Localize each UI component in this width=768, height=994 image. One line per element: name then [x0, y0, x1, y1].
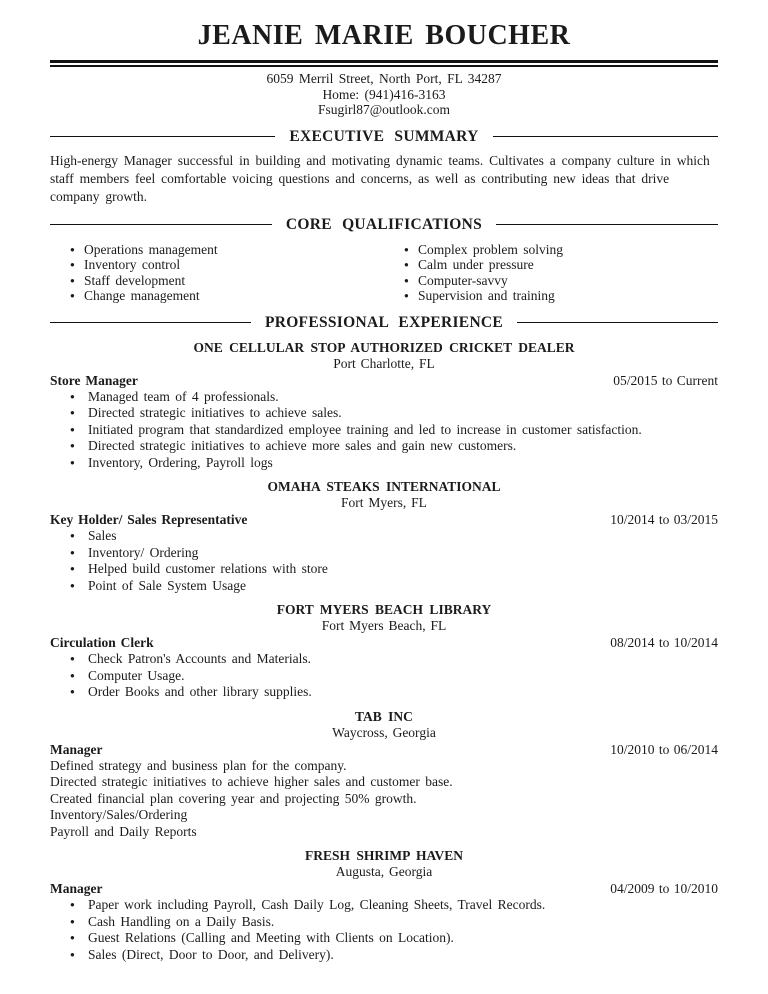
bullet-dot-icon: ●	[70, 933, 75, 942]
bullet-item	[70, 897, 718, 914]
bullet-item	[70, 422, 718, 439]
job-location: Waycross, Georgia	[332, 724, 436, 740]
bullet-item	[404, 257, 718, 273]
job-entry	[50, 340, 718, 472]
job-description-line: Defined strategy and business plan for the company.	[50, 757, 347, 773]
bullet-dot-icon: ●	[404, 275, 409, 285]
bullet-text: Directed strategic initiatives to achieve more sales and gain new customers.	[88, 438, 517, 453]
job-description-line: Created financial plan covering year and projecting 50% growth.	[50, 790, 417, 806]
bullet-dot-icon: ●	[70, 547, 75, 557]
job-dates: 04/2009 to 10/2010	[610, 881, 718, 896]
bullet-text: Operations management	[84, 241, 218, 257]
core-qualifications-left-column	[50, 242, 384, 304]
heading-rule-right	[517, 322, 718, 323]
contact-block	[50, 71, 718, 118]
job-bullets	[50, 897, 718, 963]
job-entry	[50, 479, 718, 594]
job-description-line: Inventory/Sales/Ordering	[50, 807, 188, 822]
job-title: Circulation Clerk	[50, 635, 154, 650]
bullet-text: Supervision and training	[418, 288, 555, 303]
bullet-dot-icon: ●	[70, 457, 75, 467]
bullet-item	[70, 651, 718, 668]
bullet-item	[70, 389, 718, 406]
job-company: FRESH SHRIMP HAVEN	[304, 848, 464, 863]
bullet-dot-icon: ●	[70, 441, 75, 450]
job-location: Augusta, Georgia	[335, 864, 433, 879]
bullet-text: Inventory/ Ordering	[88, 544, 199, 560]
bullet-dot-icon: ●	[70, 654, 75, 663]
bullet-text: Managed team of 4 professionals.	[88, 388, 279, 404]
job-bullets	[50, 651, 718, 701]
job-dates: 10/2010 to 06/2014	[610, 741, 718, 757]
bullet-text: Sales	[88, 528, 117, 543]
bullet-text: Helped build customer relations with store	[88, 561, 328, 576]
contact-phone: Home: (941)416-3163	[322, 86, 446, 102]
bullet-dot-icon: ●	[404, 260, 409, 269]
bullet-text: Directed strategic initiatives to achieve sales.	[88, 405, 342, 420]
bullet-dot-icon: ●	[70, 687, 75, 696]
section-title-professional-experience: PROFESSIONAL EXPERIENCE	[264, 313, 504, 331]
section-heading-core-qualifications	[50, 216, 718, 234]
bullet-item	[70, 947, 718, 964]
bullet-text: Calm under pressure	[418, 257, 534, 272]
bullet-item	[70, 242, 384, 258]
bullet-item	[70, 578, 718, 595]
core-qualifications-right-column	[384, 242, 718, 304]
bullet-item	[70, 668, 718, 685]
heading-rule-left	[50, 136, 275, 137]
bullet-dot-icon: ●	[70, 670, 75, 680]
bullet-item	[70, 273, 384, 289]
job-title: Manager	[50, 881, 103, 896]
heading-rule-left	[50, 322, 251, 323]
bullet-item	[70, 561, 718, 578]
bullet-item	[70, 930, 718, 947]
bullet-dot-icon: ●	[70, 531, 75, 540]
contact-email: Fsugirl87@outlook.com	[317, 102, 451, 117]
bullet-text: Order Books and other library supplies.	[88, 684, 312, 699]
bullet-text: Point of Sale System Usage	[88, 577, 246, 593]
bullet-dot-icon: ●	[70, 275, 75, 285]
bullet-text: Change management	[84, 288, 200, 303]
heading-rule-left	[50, 224, 272, 225]
job-entry	[50, 709, 718, 841]
contact-address: 6059 Merril Street, North Port, FL 34287	[266, 71, 502, 86]
bullet-item	[70, 438, 718, 455]
section-heading-executive-summary	[50, 128, 718, 146]
bullet-dot-icon: ●	[404, 244, 409, 254]
bullet-item	[70, 545, 718, 562]
bullet-item	[70, 288, 384, 304]
bullet-text: Computer-savvy	[418, 272, 508, 288]
bullet-text: Check Patron's Accounts and Materials.	[88, 651, 312, 666]
jobs-container	[50, 340, 718, 964]
heading-rule-right	[493, 136, 718, 137]
bullet-dot-icon: ●	[70, 408, 75, 417]
job-title-row	[50, 634, 718, 651]
bullet-item	[70, 684, 718, 701]
bullet-dot-icon: ●	[70, 580, 75, 590]
bullet-text: Computer Usage.	[88, 667, 185, 683]
job-dates: 10/2014 to 03/2015	[610, 512, 718, 527]
job-bullets	[50, 389, 718, 472]
bullet-text: Guest Relations (Calling and Meeting with Clients on Location).	[88, 930, 454, 945]
bullet-dot-icon: ●	[70, 260, 75, 269]
section-title-core-qualifications: CORE QUALIFICATIONS	[285, 215, 483, 233]
bullet-item	[70, 914, 718, 931]
bullet-dot-icon: ●	[70, 291, 75, 300]
job-lines	[50, 758, 718, 841]
core-qualifications-columns	[50, 242, 718, 304]
bullet-item	[404, 273, 718, 289]
job-title: Key Holder/ Sales Representative	[50, 512, 248, 527]
bullet-dot-icon: ●	[70, 391, 75, 401]
bullet-text: Initiated program that standardized employee training and led to increase in customer satisfaction.	[88, 421, 642, 437]
bullet-item	[70, 405, 718, 422]
job-company: ONE CELLULAR STOP AUTHORIZED CRICKET DEALER	[193, 339, 575, 355]
heading-rule-right	[496, 224, 718, 225]
job-entry	[50, 848, 718, 963]
bullet-dot-icon: ●	[70, 244, 75, 254]
resume-name: JEANIE MARIE BOUCHER	[197, 20, 571, 51]
bullet-dot-icon: ●	[70, 949, 75, 959]
bullet-dot-icon: ●	[70, 900, 75, 909]
executive-summary-text: High-energy Manager successful in building and motivating dynamic teams. Cultivates a company culture in which staff members feel comfortable voicing questions and concerns, as well as contributing new ideas that drive company growth.	[50, 152, 710, 204]
bullet-text: Staff development	[84, 272, 186, 288]
job-title-row	[50, 511, 718, 528]
job-bullets	[50, 528, 718, 594]
job-company: OMAHA STEAKS INTERNATIONAL	[267, 479, 501, 494]
bullet-item	[70, 455, 718, 472]
bullet-text: Inventory control	[84, 257, 181, 272]
bullet-text: Sales (Direct, Door to Door, and Delivery).	[88, 946, 334, 962]
bullet-item	[70, 528, 718, 545]
bullet-text: Complex problem solving	[418, 241, 563, 257]
job-dates: 08/2014 to 10/2014	[610, 635, 718, 650]
bullet-dot-icon: ●	[404, 291, 409, 300]
bullet-text: Inventory, Ordering, Payroll logs	[88, 454, 273, 470]
bullet-dot-icon: ●	[70, 916, 75, 926]
job-company: FORT MYERS BEACH LIBRARY	[276, 602, 492, 617]
bullet-dot-icon: ●	[70, 564, 75, 573]
job-location: Fort Myers Beach, FL	[321, 618, 447, 633]
job-dates: 05/2015 to Current	[613, 372, 718, 388]
bullet-dot-icon: ●	[70, 424, 75, 434]
header-double-rule	[50, 60, 718, 67]
job-location: Port Charlotte, FL	[333, 355, 435, 371]
job-title-row	[50, 741, 718, 758]
job-description-line: Payroll and Daily Reports	[50, 823, 197, 839]
job-title: Store Manager	[50, 372, 138, 388]
bullet-text: Cash Handling on a Daily Basis.	[88, 913, 275, 929]
job-entry	[50, 602, 718, 701]
bullet-item	[404, 288, 718, 304]
job-description-line: Directed strategic initiatives to achieve higher sales and customer base.	[50, 774, 453, 789]
section-title-executive-summary: EXECUTIVE SUMMARY	[289, 127, 479, 145]
bullet-item	[70, 257, 384, 273]
bullet-text: Paper work including Payroll, Cash Daily Log, Cleaning Sheets, Travel Records.	[88, 897, 546, 912]
job-company: TAB INC	[355, 708, 413, 724]
job-title-row	[50, 372, 718, 389]
job-title-row	[50, 880, 718, 897]
section-heading-professional-experience	[50, 314, 718, 332]
bullet-item	[404, 242, 718, 258]
job-title: Manager	[50, 741, 103, 757]
job-location: Fort Myers, FL	[341, 495, 427, 510]
